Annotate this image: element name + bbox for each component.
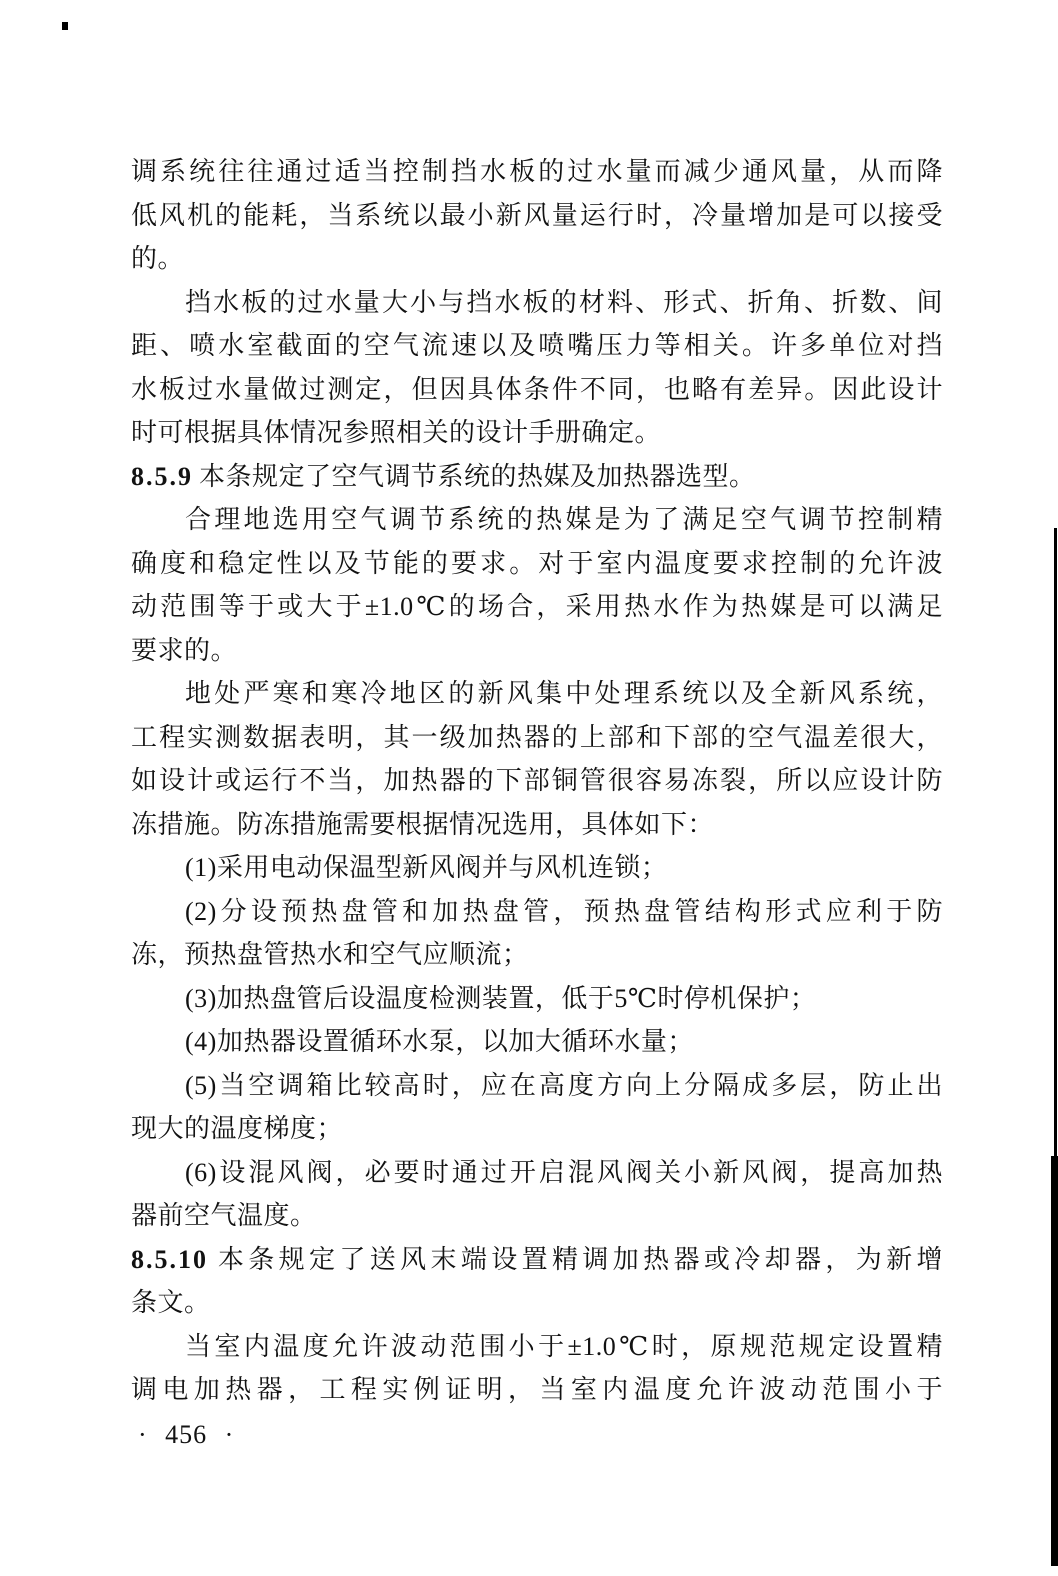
- clause-text: 本条规定了空气调节系统的热媒及加热器选型。: [199, 461, 756, 491]
- clause-text: 本条规定了送风末端设置精调加热器或冷却器，为新增: [214, 1244, 943, 1274]
- clause-number: 8.5.10: [131, 1244, 208, 1274]
- text-line: 时可根据具体情况参照相关的设计手册确定。: [131, 418, 662, 447]
- text-line: 要求的。: [131, 635, 238, 665]
- clause-heading-line: [131, 455, 943, 499]
- text-line: (5)当空调箱比较高时，应在高度方向上分隔成多层，防止出: [185, 1070, 943, 1100]
- text-line: 的。: [131, 244, 185, 273]
- scan-speck-artifact: [62, 22, 68, 30]
- text-line: (4)加热器设置循环水泵，以加大循环水量；: [185, 1027, 694, 1056]
- text-line: 冻，预热盘管热水和空气应顺流；: [131, 940, 529, 969]
- text-line: 合理地选用空气调节系统的热媒是为了满足空气调节控制精: [185, 505, 943, 534]
- text-line: 如设计或运行不当，加热器的下部铜管很容易冻裂，所以应设计防: [131, 766, 943, 795]
- clause-number: 8.5.9: [131, 461, 193, 491]
- text-line: 冻措施。防冻措施需要根据情况选用，具体如下：: [131, 809, 715, 839]
- clause-heading-line: [131, 1238, 943, 1282]
- text-line: 工程实测数据表明，其一级加热器的上部和下部的空气温差很大，: [131, 722, 943, 752]
- text-line: (1)采用电动保温型新风阀并与风机连锁；: [185, 853, 668, 882]
- page-edge-scan-line: [1054, 528, 1057, 1156]
- page-number: · 456 ·: [138, 1420, 235, 1449]
- page-text-block: [131, 150, 943, 1412]
- text-line: 确度和稳定性以及节能的要求。对于室内温度要求控制的允许波: [131, 548, 943, 578]
- text-line: (6)设混风阀，必要时通过开启混风阀关小新风阀，提高加热: [185, 1157, 943, 1187]
- text-line: 当室内温度允许波动范围小于±1.0℃时，原规范规定设置精: [185, 1331, 943, 1361]
- text-line: 条文。: [131, 1288, 211, 1317]
- text-line: 距、喷水室截面的空气流速以及喷嘴压力等相关。许多单位对挡: [131, 331, 943, 360]
- text-line: 地处严寒和寒冷地区的新风集中处理系统以及全新风系统，: [185, 679, 943, 708]
- text-line: 挡水板的过水量大小与挡水板的材料、形式、折角、折数、间: [185, 287, 943, 317]
- text-line: 器前空气温度。: [131, 1201, 317, 1230]
- page-edge-scan-bar: [1051, 1156, 1058, 1566]
- text-line: 动范围等于或大于±1.0℃的场合，采用热水作为热媒是可以满足: [131, 592, 943, 621]
- text-line: 低风机的能耗，当系统以最小新风量运行时，冷量增加是可以接受: [131, 200, 943, 230]
- text-line: (2)分设预热盘管和加热盘管，预热盘管结构形式应利于防: [185, 896, 943, 926]
- text-line: 水板过水量做过测定，但因具体条件不同，也略有差异。因此设计: [131, 374, 943, 404]
- text-line: 现大的温度梯度；: [131, 1114, 344, 1143]
- text-line: (3)加热盘管后设温度检测装置，低于5℃时停机保护；: [185, 983, 817, 1013]
- text-line: 调系统往往通过适当控制挡水板的过水量而减少通风量，从而降: [131, 157, 943, 186]
- text-line: 调电加热器，工程实例证明，当室内温度允许波动范围小于: [131, 1375, 943, 1404]
